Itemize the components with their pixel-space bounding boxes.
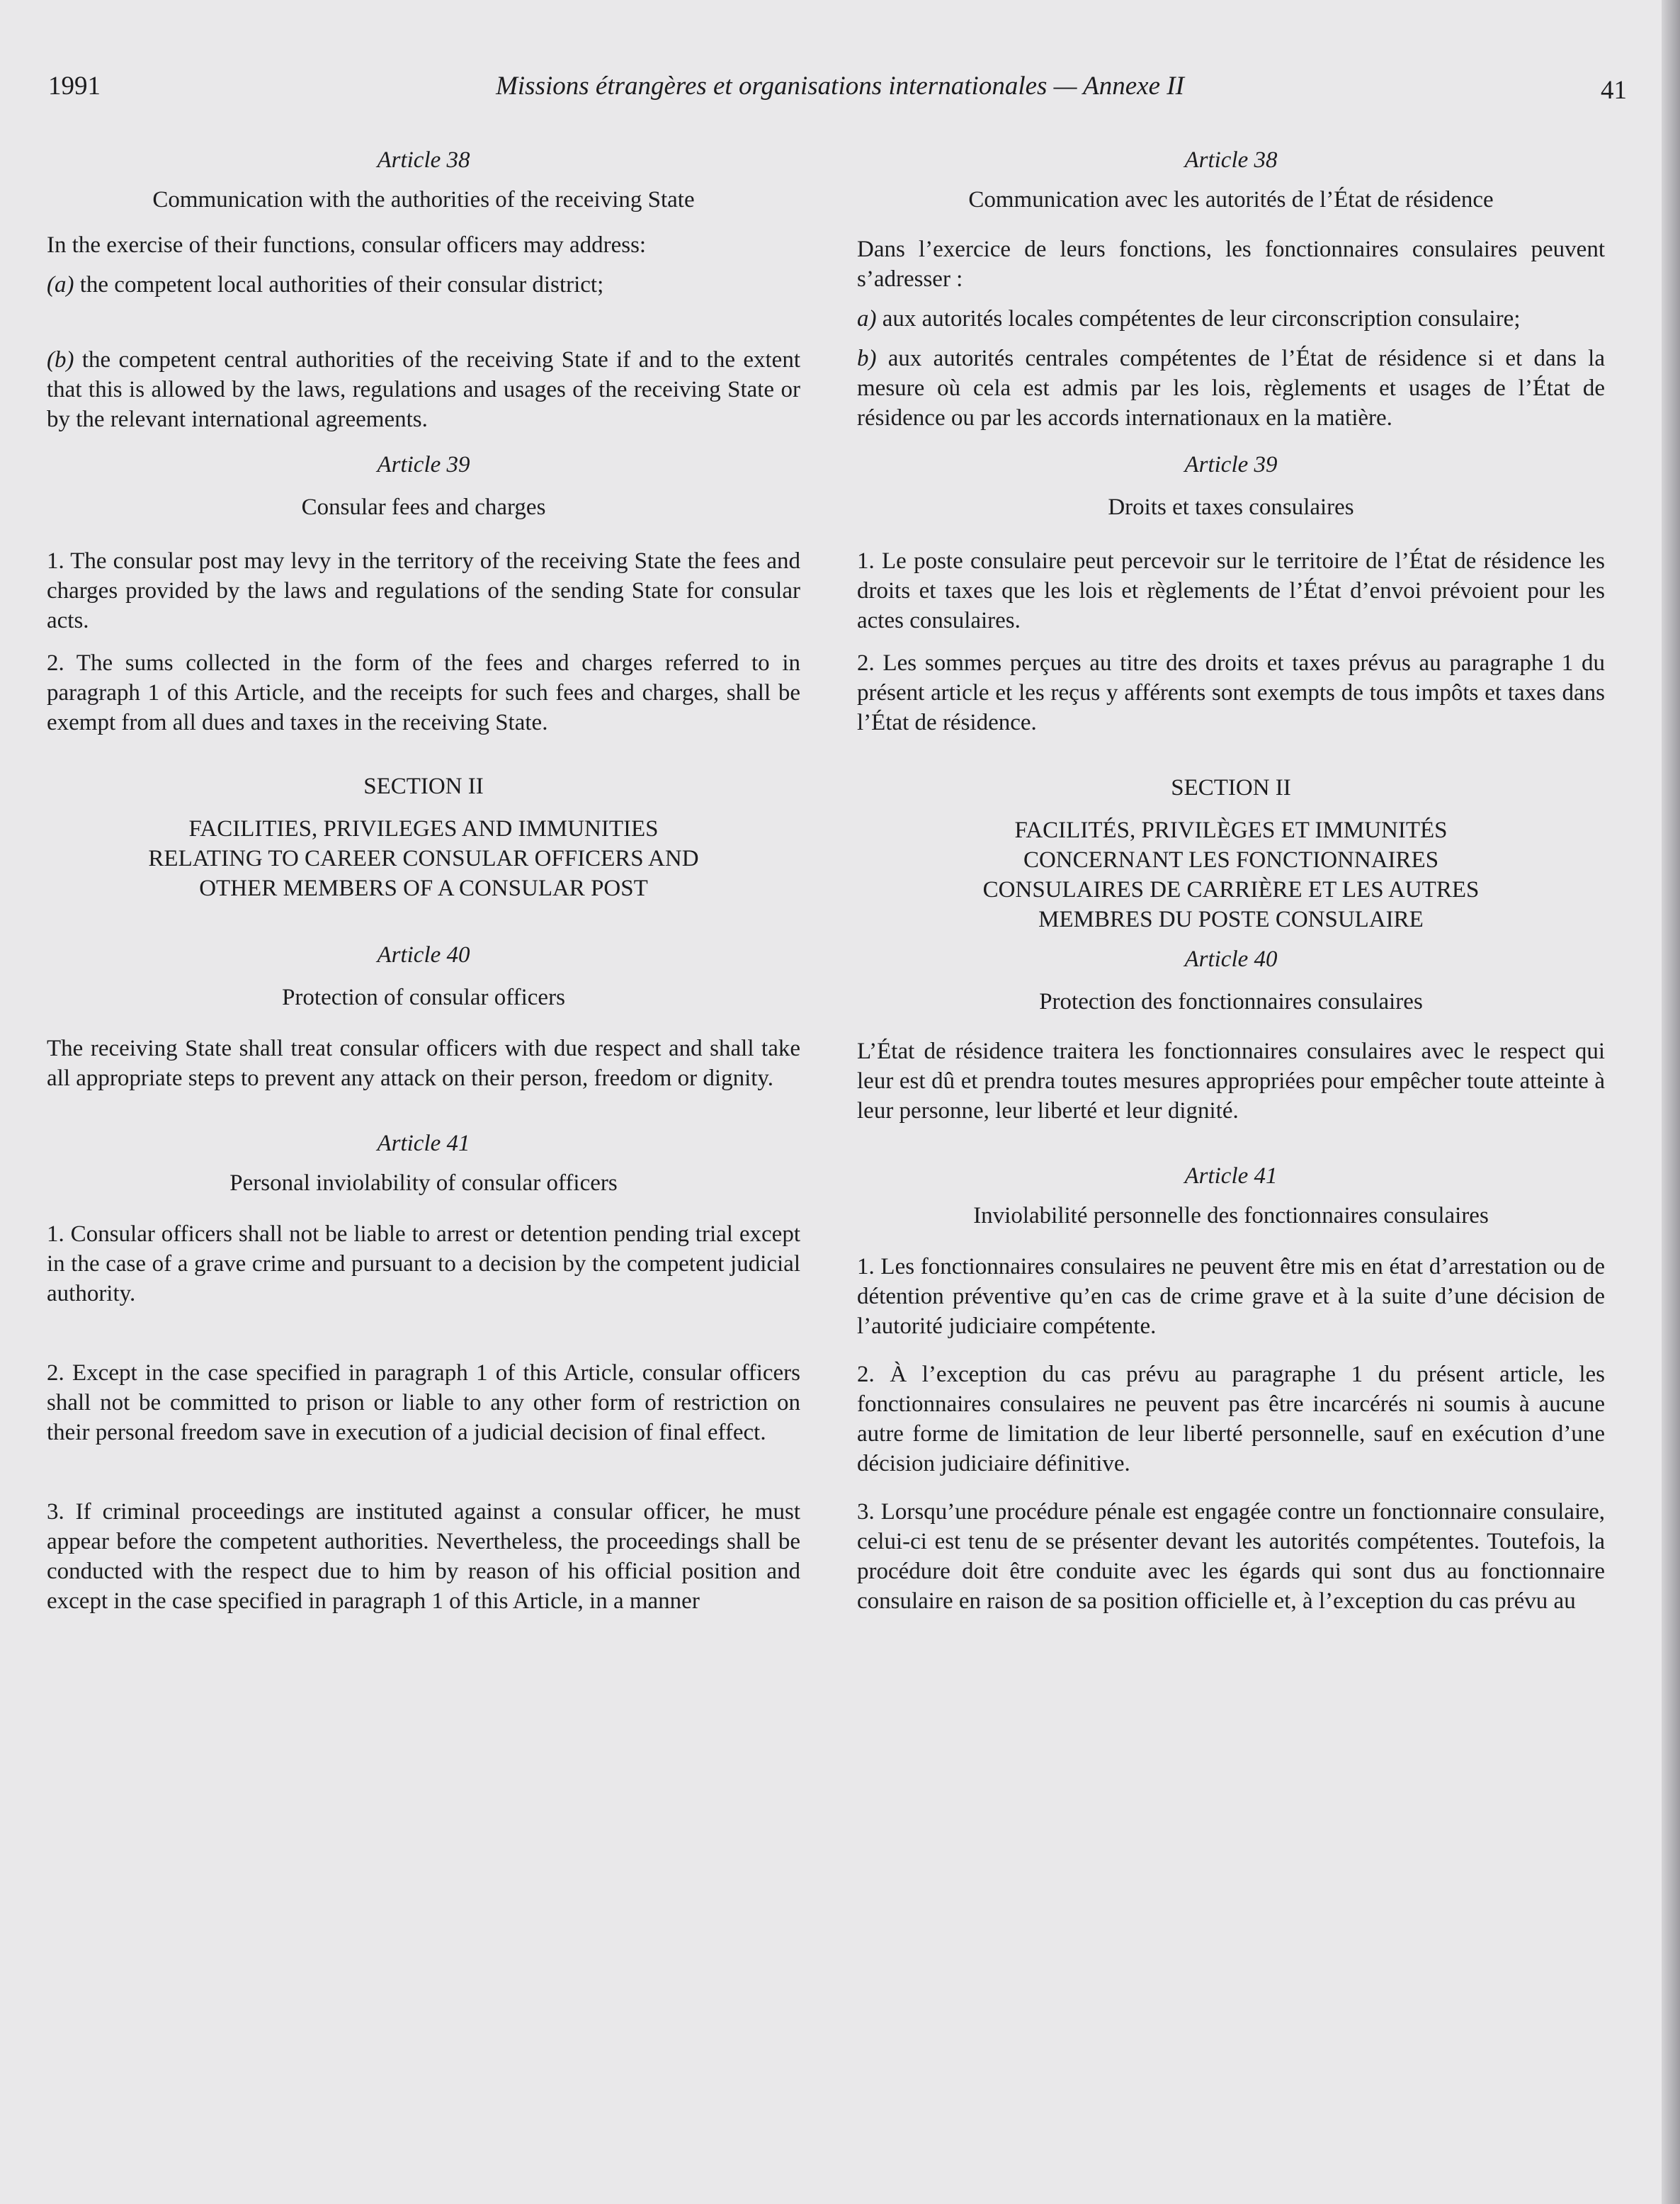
article-38-intro: Dans l’exercice de leurs fonctions, les fonctionnaires consulaires peuvent s’adresser : bbox=[857, 237, 1605, 292]
article-41-para-2: 2. À l’exception du cas prévu au paragraphe 1 du présent article, les fonctionnaires consulaires ne peuvent pas être incarcérés ni soumis à aucune autre forme de limitation de leur liberté personnelle, sauf en exécution d’une décision judiciaire définitive. bbox=[857, 1362, 1605, 1476]
english-column bbox=[47, 145, 800, 1624]
article-39-para-1: 1. Le poste consulaire peut percevoir sur le territoire de l’État de résidence les droits et taxes que les lois et règlements de l’État d’envoi prévoient pour les actes consulaires. bbox=[857, 548, 1605, 633]
item-a-mark: (a) bbox=[47, 272, 74, 298]
item-b-text: aux autorités centrales compétentes de l’État de résidence si et dans la mesure où cela est admis par les lois, règlements et usages de l’État de résidence ou par les accords internationaux en la matière. bbox=[857, 346, 1605, 431]
article-41-para-1: 1. Les fonctionnaires consulaires ne peuvent être mis en état d’arrestation ou de détention préventive qu’en cas de crime grave et à la suite d’une décision de l’autorité judiciaire compétente. bbox=[857, 1254, 1605, 1339]
article-41-title: Article 41 bbox=[377, 1131, 470, 1156]
article-39-para-2: 2. Les sommes perçues au titre des droits et taxes prévus au paragraphe 1 du présent article et les reçus y afférents sont exempts de tous impôts et taxes dans l’État de résidence. bbox=[857, 650, 1605, 735]
article-41-para-3: 3. Lorsqu’une procédure pénale est engagée contre un fonctionnaire consulaire, celui-ci est tenu de se présenter devant les autorités compétentes. Toutefois, la procédure doit être conduite avec les égards qui sont dus au fonctionnaire consulaire en raison de sa position officielle et, à l’exception du cas prévu au bbox=[857, 1499, 1605, 1614]
article-41-title: Article 41 bbox=[1184, 1163, 1278, 1189]
article-40-title: Article 40 bbox=[1184, 946, 1278, 972]
header-year: 1991 bbox=[48, 72, 101, 101]
page-number: 41 bbox=[1601, 76, 1627, 105]
article-40-heading: Protection des fonctionnaires consulaires bbox=[1039, 989, 1423, 1015]
section-title-line-4: MEMBRES DU POSTE CONSULAIRE bbox=[1038, 907, 1424, 932]
item-a-mark: a) bbox=[857, 306, 877, 332]
running-head bbox=[0, 71, 1680, 113]
article-40-para: The receiving State shall treat consular officers with due respect and shall take all appropriate steps to prevent any attack on their person, freedom or dignity. bbox=[47, 1036, 800, 1091]
article-38-item-b bbox=[47, 345, 800, 434]
article-38-item-b bbox=[857, 344, 1605, 433]
article-38-item-a bbox=[47, 270, 800, 300]
article-38-heading: Communication avec les autorités de l’État de résidence bbox=[968, 187, 1494, 213]
section-title-line-2: RELATING TO CAREER CONSULAR OFFICERS AND bbox=[148, 846, 699, 871]
header-title: Missions étrangères et organisations internationales — Annexe II bbox=[496, 72, 1184, 101]
french-column bbox=[857, 145, 1605, 1624]
article-41-para-3: 3. If criminal proceedings are instituted against a consular officer, he must appear before the competent authorities. Nevertheless, the proceedings shall be conducted with the respect due to him by reason of his official position and except in the case specified in paragraph 1 of this Article, in a manner bbox=[47, 1499, 800, 1614]
article-38-item-a bbox=[857, 304, 1605, 334]
article-41-heading: Personal inviolability of consular officers bbox=[229, 1170, 618, 1196]
article-40-title: Article 40 bbox=[377, 942, 470, 968]
article-39-para-1: 1. The consular post may levy in the territory of the receiving State the fees and charges provided by the laws and regulations of the sending State for consular acts. bbox=[47, 548, 800, 633]
section-title-line-1: FACILITÉS, PRIVILÈGES ET IMMUNITÉS bbox=[1014, 818, 1448, 843]
article-39-para-2: 2. The sums collected in the form of the fees and charges referred to in paragraph 1 of this Article, and the receipts for such fees and charges, shall be exempt from all dues and taxes in the receiving State. bbox=[47, 650, 800, 735]
item-b-mark: b) bbox=[857, 346, 877, 371]
section-title-line-2: CONCERNANT LES FONCTIONNAIRES bbox=[1023, 847, 1439, 873]
item-a-text: the competent local authorities of their consular district; bbox=[74, 272, 604, 298]
item-b-mark: (b) bbox=[47, 347, 74, 373]
page-edge-shadow bbox=[1662, 0, 1680, 2204]
article-40-para: L’État de résidence traitera les fonctionnaires consulaires avec le respect qui leur est dû et prendra toutes mesures appropriées pour empêcher toute atteinte à leur personne, leur liberté et leur dignité. bbox=[857, 1039, 1605, 1124]
section-title-line-3: OTHER MEMBERS OF A CONSULAR POST bbox=[199, 876, 648, 901]
article-38-title: Article 38 bbox=[377, 147, 470, 173]
section-label: SECTION II bbox=[363, 774, 484, 799]
article-41-para-1: 1. Consular officers shall not be liable to arrest or detention pending trial except in the case of a grave crime and pursuant to a decision by the competent judicial authority. bbox=[47, 1221, 800, 1306]
section-title-line-1: FACILITIES, PRIVILEGES AND IMMUNITIES bbox=[188, 816, 659, 842]
article-40-heading: Protection of consular officers bbox=[282, 985, 565, 1010]
article-41-para-2: 2. Except in the case specified in paragraph 1 of this Article, consular officers shall not be committed to prison or liable to any other form of restriction on their personal freedom save in execution of a judicial decision of final effect. bbox=[47, 1360, 800, 1445]
article-39-heading: Consular fees and charges bbox=[301, 495, 546, 520]
section-title-line-3: CONSULAIRES DE CARRIÈRE ET LES AUTRES bbox=[982, 877, 1480, 903]
item-a-text: aux autorités locales compétentes de leur circonscription consulaire; bbox=[876, 306, 1521, 332]
article-38-heading: Communication with the authorities of the receiving State bbox=[152, 187, 695, 213]
section-label: SECTION II bbox=[1171, 775, 1291, 801]
article-38-title: Article 38 bbox=[1184, 147, 1278, 173]
item-b-text: the competent central authorities of the receiving State if and to the extent that this is allowed by the laws, regulations and usages of the receiving State or by the relevant international agreements. bbox=[47, 347, 800, 432]
article-39-title: Article 39 bbox=[1184, 452, 1278, 477]
article-38-intro: In the exercise of their functions, consular officers may address: bbox=[47, 232, 647, 258]
article-39-title: Article 39 bbox=[377, 452, 470, 477]
article-41-heading: Inviolabilité personnelle des fonctionnaires consulaires bbox=[973, 1203, 1489, 1228]
article-39-heading: Droits et taxes consulaires bbox=[1108, 495, 1354, 520]
